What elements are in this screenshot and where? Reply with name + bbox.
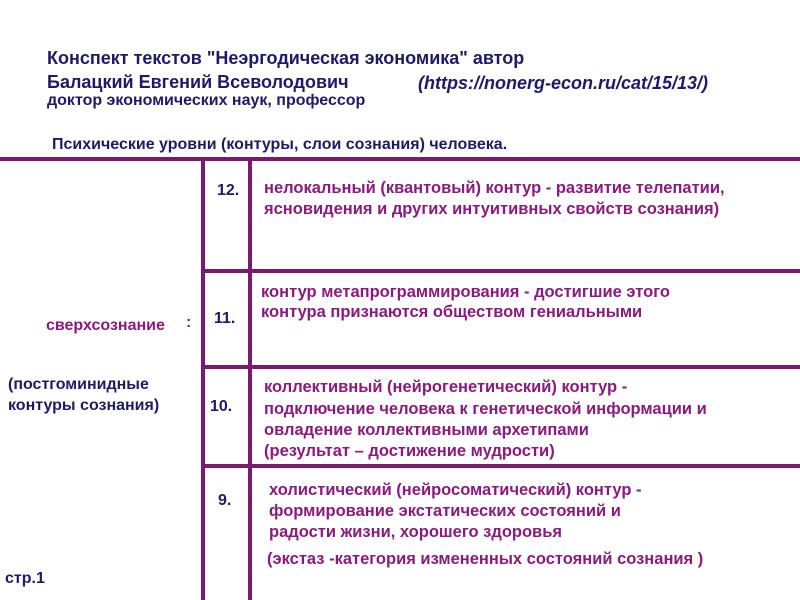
row-12-line-1: нелокальный (квантовый) контур - развитие телепатии, <box>264 179 725 197</box>
row-divider-3 <box>201 464 800 468</box>
title-line-1: Конспект текстов "Неэргодическая экономика" автор <box>47 48 525 68</box>
row-12-line-2: ясновидения и других интуитивных свойств сознания) <box>264 200 720 218</box>
row-11-line-1: контур метапрограммирования - достигшие этого <box>261 283 670 301</box>
row-10-line-3: овладение коллективными архетипами <box>264 421 589 439</box>
superconsciousness-label: сверхсознание <box>46 317 165 334</box>
label-colon: : <box>186 314 192 331</box>
row-10-line-2: подключение человека к генетической информации и <box>264 400 707 418</box>
row-9-line-1: холистический (нейросоматический) контур - <box>269 481 642 499</box>
row-9-line-2: формирование экстатических состояний и <box>269 502 621 520</box>
row-divider-2 <box>201 365 800 369</box>
number-column-line <box>248 160 252 600</box>
left-border-line <box>201 160 205 600</box>
row-number-11: 11. <box>214 310 236 327</box>
row-10-line-1: коллективный (нейрогенетический) контур - <box>264 378 628 396</box>
row-number-10: 10. <box>210 398 233 415</box>
section-subtitle: Психические уровни (контуры, слои сознания) человека. <box>52 136 508 153</box>
row-11-line-2: контура признаются обществом гениальными <box>261 303 643 321</box>
title-line-2: Балацкий Евгений Всеволодович <box>47 72 349 92</box>
postgominid-note-line-2: контуры сознания) <box>8 397 160 414</box>
row-9-note: (экстаз -категория измененных состояний сознания ) <box>267 550 704 568</box>
row-9-line-3: радости жизни, хорошего здоровья <box>269 523 562 541</box>
source-url: (https://nonerg-econ.ru/cat/15/13/) <box>418 73 709 93</box>
page-number: стр.1 <box>5 570 45 587</box>
author-credentials: доктор экономических наук, профессор <box>47 92 366 109</box>
row-10-line-4: (результат – достижение мудрости) <box>264 442 555 460</box>
row-number-9: 9. <box>218 492 232 509</box>
postgominid-note-line-1: (постгоминидные <box>8 376 149 393</box>
row-divider-1 <box>201 269 800 273</box>
row-number-12: 12. <box>217 182 240 199</box>
top-divider <box>0 157 800 161</box>
